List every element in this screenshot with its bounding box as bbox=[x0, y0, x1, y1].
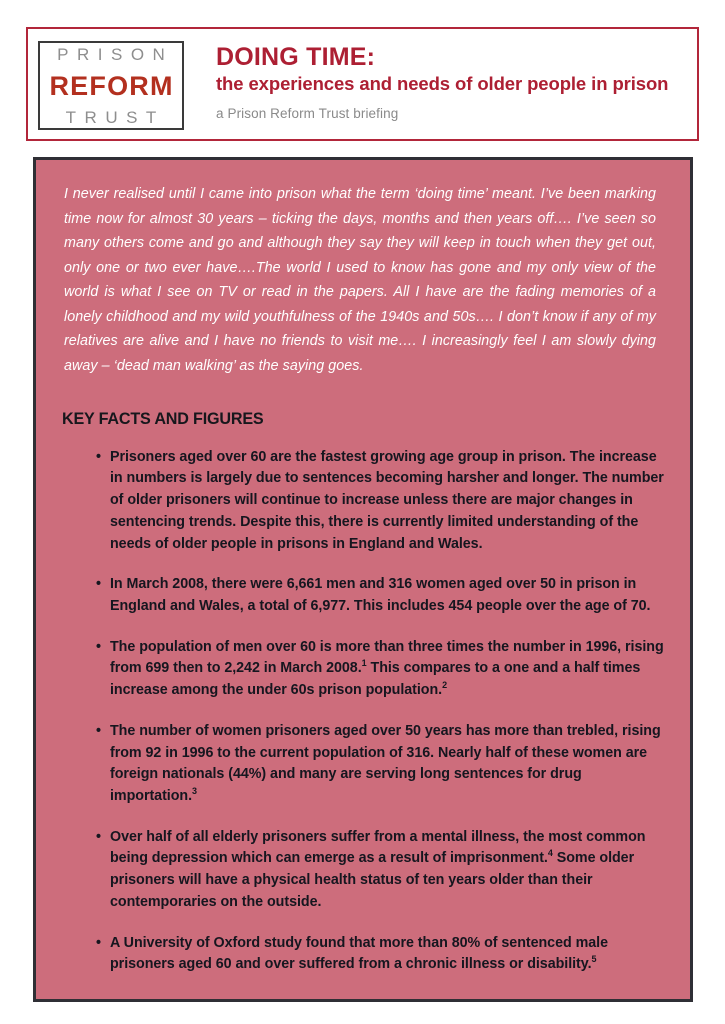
footnote-ref: 4 bbox=[547, 848, 553, 859]
footnote-ref: 2 bbox=[442, 680, 448, 691]
list-item-text: The population of men over 60 is more than three times the number in 1996, rising from 699 then to 2,242 in March 2008. bbox=[110, 638, 664, 677]
list-item bbox=[96, 574, 664, 617]
briefing-label: a Prison Reform Trust briefing bbox=[216, 105, 399, 121]
header-title-block bbox=[216, 43, 668, 121]
list-item-text: Over half of all elderly prisoners suffer from a mental illness, the most common being depression which can emerge as a result of imprisonment. bbox=[110, 828, 646, 867]
list-item bbox=[96, 827, 664, 914]
list-item-text: A University of Oxford study found that more than 80% of sentenced male prisoners aged 60 and over suffered from a chronic illness or disability. bbox=[110, 934, 608, 973]
list-item-text: Prisoners aged over 60 are the fastest growing age group in prison. The increase in numbers is largely due to sentences becoming harsher and longer. The number of older prisoners will continue to increase unless there are major changes in sentencing trends. Despite this, there is currently limited understanding of the needs of older people in prisons in England and Wales. bbox=[110, 448, 664, 552]
bullet-marker-icon: • bbox=[96, 638, 101, 655]
prison-reform-trust-logo bbox=[38, 41, 184, 130]
footnote-ref: 5 bbox=[591, 954, 597, 965]
logo-text-trust: TRUST bbox=[65, 108, 165, 127]
bullet-marker-icon: • bbox=[96, 934, 101, 951]
bullet-marker-icon: • bbox=[96, 576, 101, 593]
bullet-marker-icon: • bbox=[96, 722, 101, 739]
footnote-ref: 3 bbox=[192, 786, 197, 797]
list-item-text-continued: Some older prisoners will have a physical health status of ten years older than their contemporaries on the outside. bbox=[110, 850, 635, 910]
list-item bbox=[96, 447, 664, 556]
bullet-marker-icon: • bbox=[96, 828, 101, 845]
list-item-text: The number of women prisoners aged over 50 years has more than trebled, rising from 92 in 1996 to the current population of 316. Nearly half of these women are foreign nationals (44%) and many are serving long sentences for drug importation. bbox=[110, 722, 661, 804]
document-header bbox=[26, 27, 699, 141]
section-heading-key-facts: KEY FACTS AND FIGURES bbox=[62, 408, 264, 428]
content-panel bbox=[33, 157, 693, 1002]
footnote-ref: 1 bbox=[361, 658, 367, 669]
document-subtitle: the experiences and needs of older people in prison bbox=[216, 73, 669, 94]
bullet-marker-icon: • bbox=[96, 448, 101, 465]
list-item-text: In March 2008, there were 6,661 men and 316 women aged over 50 in prison in England and Wales, a total of 6,977. This includes 454 people over the age of 70. bbox=[110, 576, 651, 614]
logo-text-prison: PRISON bbox=[57, 45, 174, 64]
list-item bbox=[96, 933, 664, 976]
logo-text-reform: REFORM bbox=[49, 70, 174, 101]
list-item-text-continued: This compares to a one and a half times increase among the under 60s prison population. bbox=[110, 660, 641, 699]
list-item bbox=[96, 637, 664, 702]
list-item bbox=[96, 721, 664, 808]
key-facts-list bbox=[62, 447, 664, 976]
prisoner-quote: I never realised until I came into prison what the term ‘doing time’ meant. I’ve been marking time now for almost 30 years – ticking the days, months and then years off…. I’ve seen so many others come and go and although they say they will keep in touch when they get out, only one or two ever have….The world I used to know has gone and my only view of the world is what I see on TV or read in the papers. All I have are the fading memories of a lonely childhood and my wild youthfulness of the 1940s and 50s…. I don’t know if any of my relatives are alive and I have no friends to visit me…. I increasingly feel I am slowly dying away – ‘dead man walking’ as the saying goes. bbox=[64, 186, 656, 375]
document-title: DOING TIME: bbox=[216, 43, 376, 71]
